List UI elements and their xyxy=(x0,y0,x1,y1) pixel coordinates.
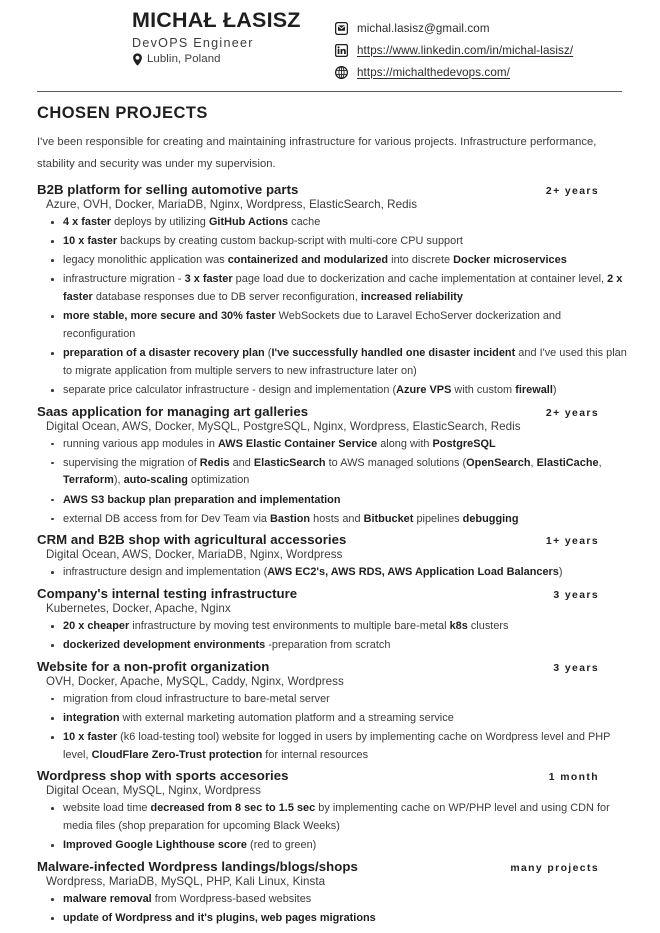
project-header xyxy=(37,859,628,874)
project-entry xyxy=(32,659,628,765)
achievement-item: dockerized development environments -preparation from scratch xyxy=(32,637,628,655)
achievement-item: update of Wordpress and it's plugins, web pages migrations xyxy=(32,910,628,928)
achievement-item: 10 x faster (k6 load-testing tool) website for logged in users by implementing cache on Wordpress level and PHP level, CloudFlare Zero-Trust protection for internal resources xyxy=(32,729,628,764)
project-achievements xyxy=(32,691,628,765)
project-duration: many projects xyxy=(510,862,599,874)
linkedin-url[interactable]: https://www.linkedin.com/in/michal-lasisz/ xyxy=(357,43,574,57)
achievement-item: supervising the migration of Redis and ElasticSearch to AWS managed solutions (OpenSearch, ElastiCache, Terraform), auto-scaling optimization xyxy=(32,455,628,490)
project-tech-stack: OVH, Docker, Apache, MySQL, Caddy, Nginx, Wordpress xyxy=(46,674,344,688)
project-duration: 3 years xyxy=(553,590,599,601)
achievement-item: website load time decreased from 8 sec to 1.5 sec by implementing cache on WP/PHP level and using CDN for media files (shop preparation for upcoming Black Weeks) xyxy=(32,800,628,835)
project-entry xyxy=(32,532,628,582)
project-name: Company's internal testing infrastructure xyxy=(37,586,298,601)
project-name: Malware-infected Wordpress landings/blogs/shops xyxy=(37,858,358,874)
achievement-item: 20 x cheaper infrastructure by moving test environments to multiple bare-metal k8s clusters xyxy=(32,618,628,636)
project-achievements xyxy=(32,800,628,854)
achievement-item: running various app modules in AWS Elastic Container Service along with PostgreSQL xyxy=(32,436,628,454)
achievement-item: more stable, more secure and 30% faster WebSockets due to Laravel EchoServer dockerization and reconfiguration xyxy=(32,308,628,343)
project-duration: 3 years xyxy=(553,662,599,674)
project-header xyxy=(37,586,628,601)
project-header xyxy=(37,182,628,197)
project-tech-stack: Digital Ocean, AWS, Docker, MariaDB, Nginx, Wordpress xyxy=(46,548,343,562)
achievement-item: legacy monolithic application was containerized and modularized into discrete Docker microservices xyxy=(32,252,628,270)
project-name: Wordpress shop with sports accesories xyxy=(37,768,289,784)
project-entry xyxy=(32,859,628,928)
project-entry xyxy=(32,586,628,655)
achievement-item: integration with external marketing automation platform and a streaming service xyxy=(32,710,628,728)
project-achievements xyxy=(32,214,628,400)
globe-icon xyxy=(335,66,348,79)
project-tech-stack: Wordpress, MariaDB, MySQL, PHP, Kali Linux, Kinsta xyxy=(46,874,326,888)
website-url[interactable]: https://michalthedevops.com/ xyxy=(357,65,510,79)
contact-email[interactable] xyxy=(335,18,573,38)
contact-list xyxy=(335,8,573,84)
achievement-item: infrastructure migration - 3 x faster page load due to dockerization and cache implementation at container level, 2 x faster database responses due to DB server reconfiguration, increased reliability xyxy=(32,271,628,306)
achievement-item: malware removal from Wordpress-based websites xyxy=(32,891,628,909)
achievement-item: preparation of a disaster recovery plan (I've successfully handled one disaster incident and I've used this plan to migrate application from multiple servers to new infrastructure later on) xyxy=(32,345,628,380)
email-text: michal.lasisz@gmail.com xyxy=(357,21,490,35)
linkedin-icon xyxy=(335,44,348,57)
project-entry xyxy=(32,404,628,529)
project-header xyxy=(37,768,628,783)
achievement-item: 10 x faster backups by creating custom backup-script with multi-core CPU support xyxy=(32,233,628,251)
project-entry xyxy=(32,182,628,400)
achievement-item: AWS S3 backup plan preparation and implementation xyxy=(32,492,628,510)
location xyxy=(132,53,297,66)
project-achievements xyxy=(32,891,628,928)
project-entry xyxy=(32,768,628,854)
section-intro: I've been responsible for creating and maintaining infrastructure for various projects. Infrastructure performance, stability and security was under my supervision. xyxy=(37,136,597,170)
map-pin-icon xyxy=(132,53,143,66)
identity-block xyxy=(32,8,301,66)
achievement-item: separate price calculator infrastructure - design and implementation (Azure VPS with custom firewall) xyxy=(32,382,628,400)
project-header xyxy=(37,532,628,547)
project-header xyxy=(37,404,628,419)
project-duration: 1+ years xyxy=(545,536,599,548)
candidate-name: MICHAŁ ŁASISZ xyxy=(132,8,301,32)
achievement-item: 4 x faster deploys by utilizing GitHub Actions cache xyxy=(32,214,628,232)
project-name: CRM and B2B shop with agricultural accessories xyxy=(37,532,347,548)
project-tech-stack: Digital Ocean, AWS, Docker, MySQL, PostgreSQL, Nginx, Wordpress, ElasticSearch, Redis xyxy=(46,419,521,433)
project-tech-stack: Digital Ocean, MySQL, Nginx, Wordpress xyxy=(46,784,261,798)
location-text: Lublin, Poland xyxy=(147,53,221,66)
achievement-item: infrastructure design and implementation (AWS EC2's, AWS RDS, AWS Application Load Balancers) xyxy=(32,564,628,582)
resume-header xyxy=(32,0,628,82)
project-duration: 2+ years xyxy=(545,186,599,197)
project-duration: 2+ years xyxy=(545,407,599,419)
achievement-item: external DB access from for Dev Team via Bastion hosts and Bitbucket pipelines debugging xyxy=(32,511,628,529)
project-achievements xyxy=(32,618,628,655)
project-achievements xyxy=(32,436,628,529)
contact-website[interactable] xyxy=(335,62,573,82)
project-name: Website for a non-profit organization xyxy=(37,658,270,674)
email-icon xyxy=(335,22,348,35)
project-header xyxy=(37,659,628,674)
section-title-chosen-projects: CHOSEN PROJECTS xyxy=(37,104,208,122)
project-tech-stack: Azure, OVH, Docker, MariaDB, Nginx, Wordpress, ElasticSearch, Redis xyxy=(46,198,418,211)
job-title: DevOPS Engineer xyxy=(132,35,254,50)
achievement-item: Improved Google Lighthouse score (red to green) xyxy=(32,837,628,855)
header-divider xyxy=(37,91,622,92)
achievement-item: migration from cloud infrastructure to bare-metal server xyxy=(32,691,628,709)
project-duration: 1 month xyxy=(548,772,599,784)
project-tech-stack: Kubernetes, Docker, Apache, Nginx xyxy=(46,602,231,615)
contact-linkedin[interactable] xyxy=(335,40,573,60)
project-name: B2B platform for selling automotive parts xyxy=(37,182,299,197)
project-name: Saas application for managing art galleries xyxy=(37,403,309,419)
projects-list xyxy=(32,182,628,928)
project-achievements xyxy=(32,564,628,582)
